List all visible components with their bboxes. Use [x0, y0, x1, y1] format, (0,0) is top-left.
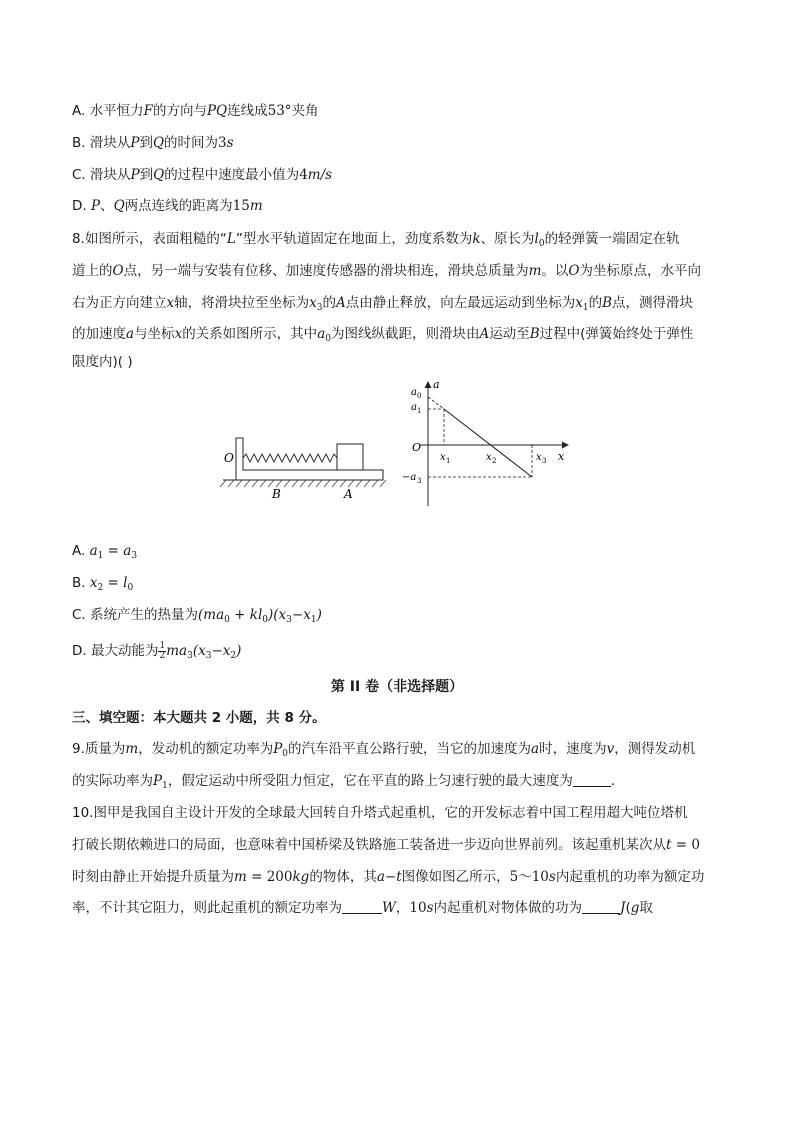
q8-option-d: D. 最大动能为 $\frac{1}{2}$ $ma_3(x_3-x_2)$ — [72, 640, 242, 661]
q8-stem-line-4: 的加速度a与坐标x的关系如图所示，其中$a_0$为图线纵截距，则滑块由A运动至B过程中(弹簧始终处于弹性 — [72, 326, 694, 344]
q10-line-1: 10.图甲是我国自主设计开发的全球最大回转自升塔式起重机，它的开发标志着中国工程用超大吨位塔机 — [72, 805, 688, 821]
q9-line-2: 的实际功率为$P_1$，假定运动中所受阻力恒定，它在平直的路上匀速行驶的最大速度为 . — [72, 773, 616, 791]
acceleration-position-graph — [396, 376, 580, 510]
q10-work-blank[interactable] — [582, 899, 620, 914]
q9-line-1: 9.质量为m，发动机的额定功率为$P_0$的汽车沿平直公路行驶，当它的加速度为a时，速度为v，测得发动机 — [72, 741, 696, 759]
section-title: 第 II 卷（非选择题） — [330, 679, 464, 695]
label-x3: x — [536, 452, 542, 463]
label-x1: x — [440, 452, 446, 463]
q10-line-2: 打破长期依赖进口的局面，也意味着中国桥梁及铁路施工装备进一步迈向世界前列。该起重机某次从t = 0 — [72, 837, 700, 853]
q8-stem-line-2: 道上的O点，另一端与安装有位移、加速度传感器的滑块相连，滑块总质量为m。以O为坐标原点，水平向 — [72, 263, 701, 279]
label-neg-a3-sub: 3 — [417, 477, 422, 485]
q7-option-d: D. P、Q两点连线的距离为15m — [72, 198, 263, 214]
label-neg-a3: −a — [402, 472, 417, 483]
q7-option-a: A. 水平恒力F的方向与PQ连线成53°夹角 — [72, 103, 319, 119]
q10-power-blank[interactable] — [342, 899, 382, 914]
q10-line-3: 时刻由静止开始提升质量为m = 200kg的物体，其a−t图像如图乙所示，5～10s内起重机的功率为额定功 — [72, 869, 705, 885]
q9-answer-blank[interactable] — [573, 772, 611, 787]
q8-stem-line-5: 限度内)( ) — [72, 354, 133, 370]
label-a0-sub: 0 — [417, 392, 422, 400]
fraction-one-half: $\frac{1}{2}$ — [159, 640, 166, 661]
label-x1-sub: 1 — [446, 457, 451, 465]
spring-apparatus-figure — [218, 430, 388, 510]
label-x3-sub: 3 — [542, 457, 547, 465]
q10-line-4: 率，不计其它阻力，则此起重机的额定功率为 W，10s内起重机对物体做的功为 J(g取 — [72, 900, 653, 916]
q7-option-c: C. 滑块从P到Q的过程中速度最小值为4m/s — [72, 167, 333, 183]
q8-option-c: C. 系统产生的热量为$(ma_0 + kl_0)(x_3-x_1)$ — [72, 607, 322, 625]
q7-option-b: B. 滑块从P到Q的时间为3s — [72, 135, 234, 151]
q8-stem-line-3: 右为正方向建立x轴，将滑块拉至坐标为$x_3$的A点由静止释放，向左最远运动到坐标为$x_1$的B点，测得滑块 — [72, 295, 694, 313]
label-x2: x — [486, 452, 492, 463]
label-B: B — [272, 487, 281, 501]
label-a-axis: a — [433, 378, 440, 391]
label-a1: a — [411, 402, 417, 413]
label-A: A — [344, 487, 353, 501]
label-origin: O — [412, 441, 422, 454]
label-x2-sub: 2 — [492, 457, 497, 465]
q8-option-a: A. $a_1 = a_3$ — [72, 543, 138, 561]
label-a0: a — [411, 387, 417, 398]
q8-stem-line-1: 8.如图所示，表面粗糙的“L”型水平轨道固定在地面上，劲度系数为k、原长为$l_0$的轻弹簧一端固定在轨 — [72, 231, 680, 249]
label-x-axis: x — [558, 450, 565, 463]
section-three-heading: 三、填空题：本大题共 2 小题，共 8 分。 — [72, 710, 326, 726]
graph-line — [444, 409, 532, 477]
label-a1-sub: 1 — [417, 407, 422, 415]
q8-option-b: B. $x_2 = l_0$ — [72, 575, 134, 593]
label-O: O — [224, 451, 234, 465]
